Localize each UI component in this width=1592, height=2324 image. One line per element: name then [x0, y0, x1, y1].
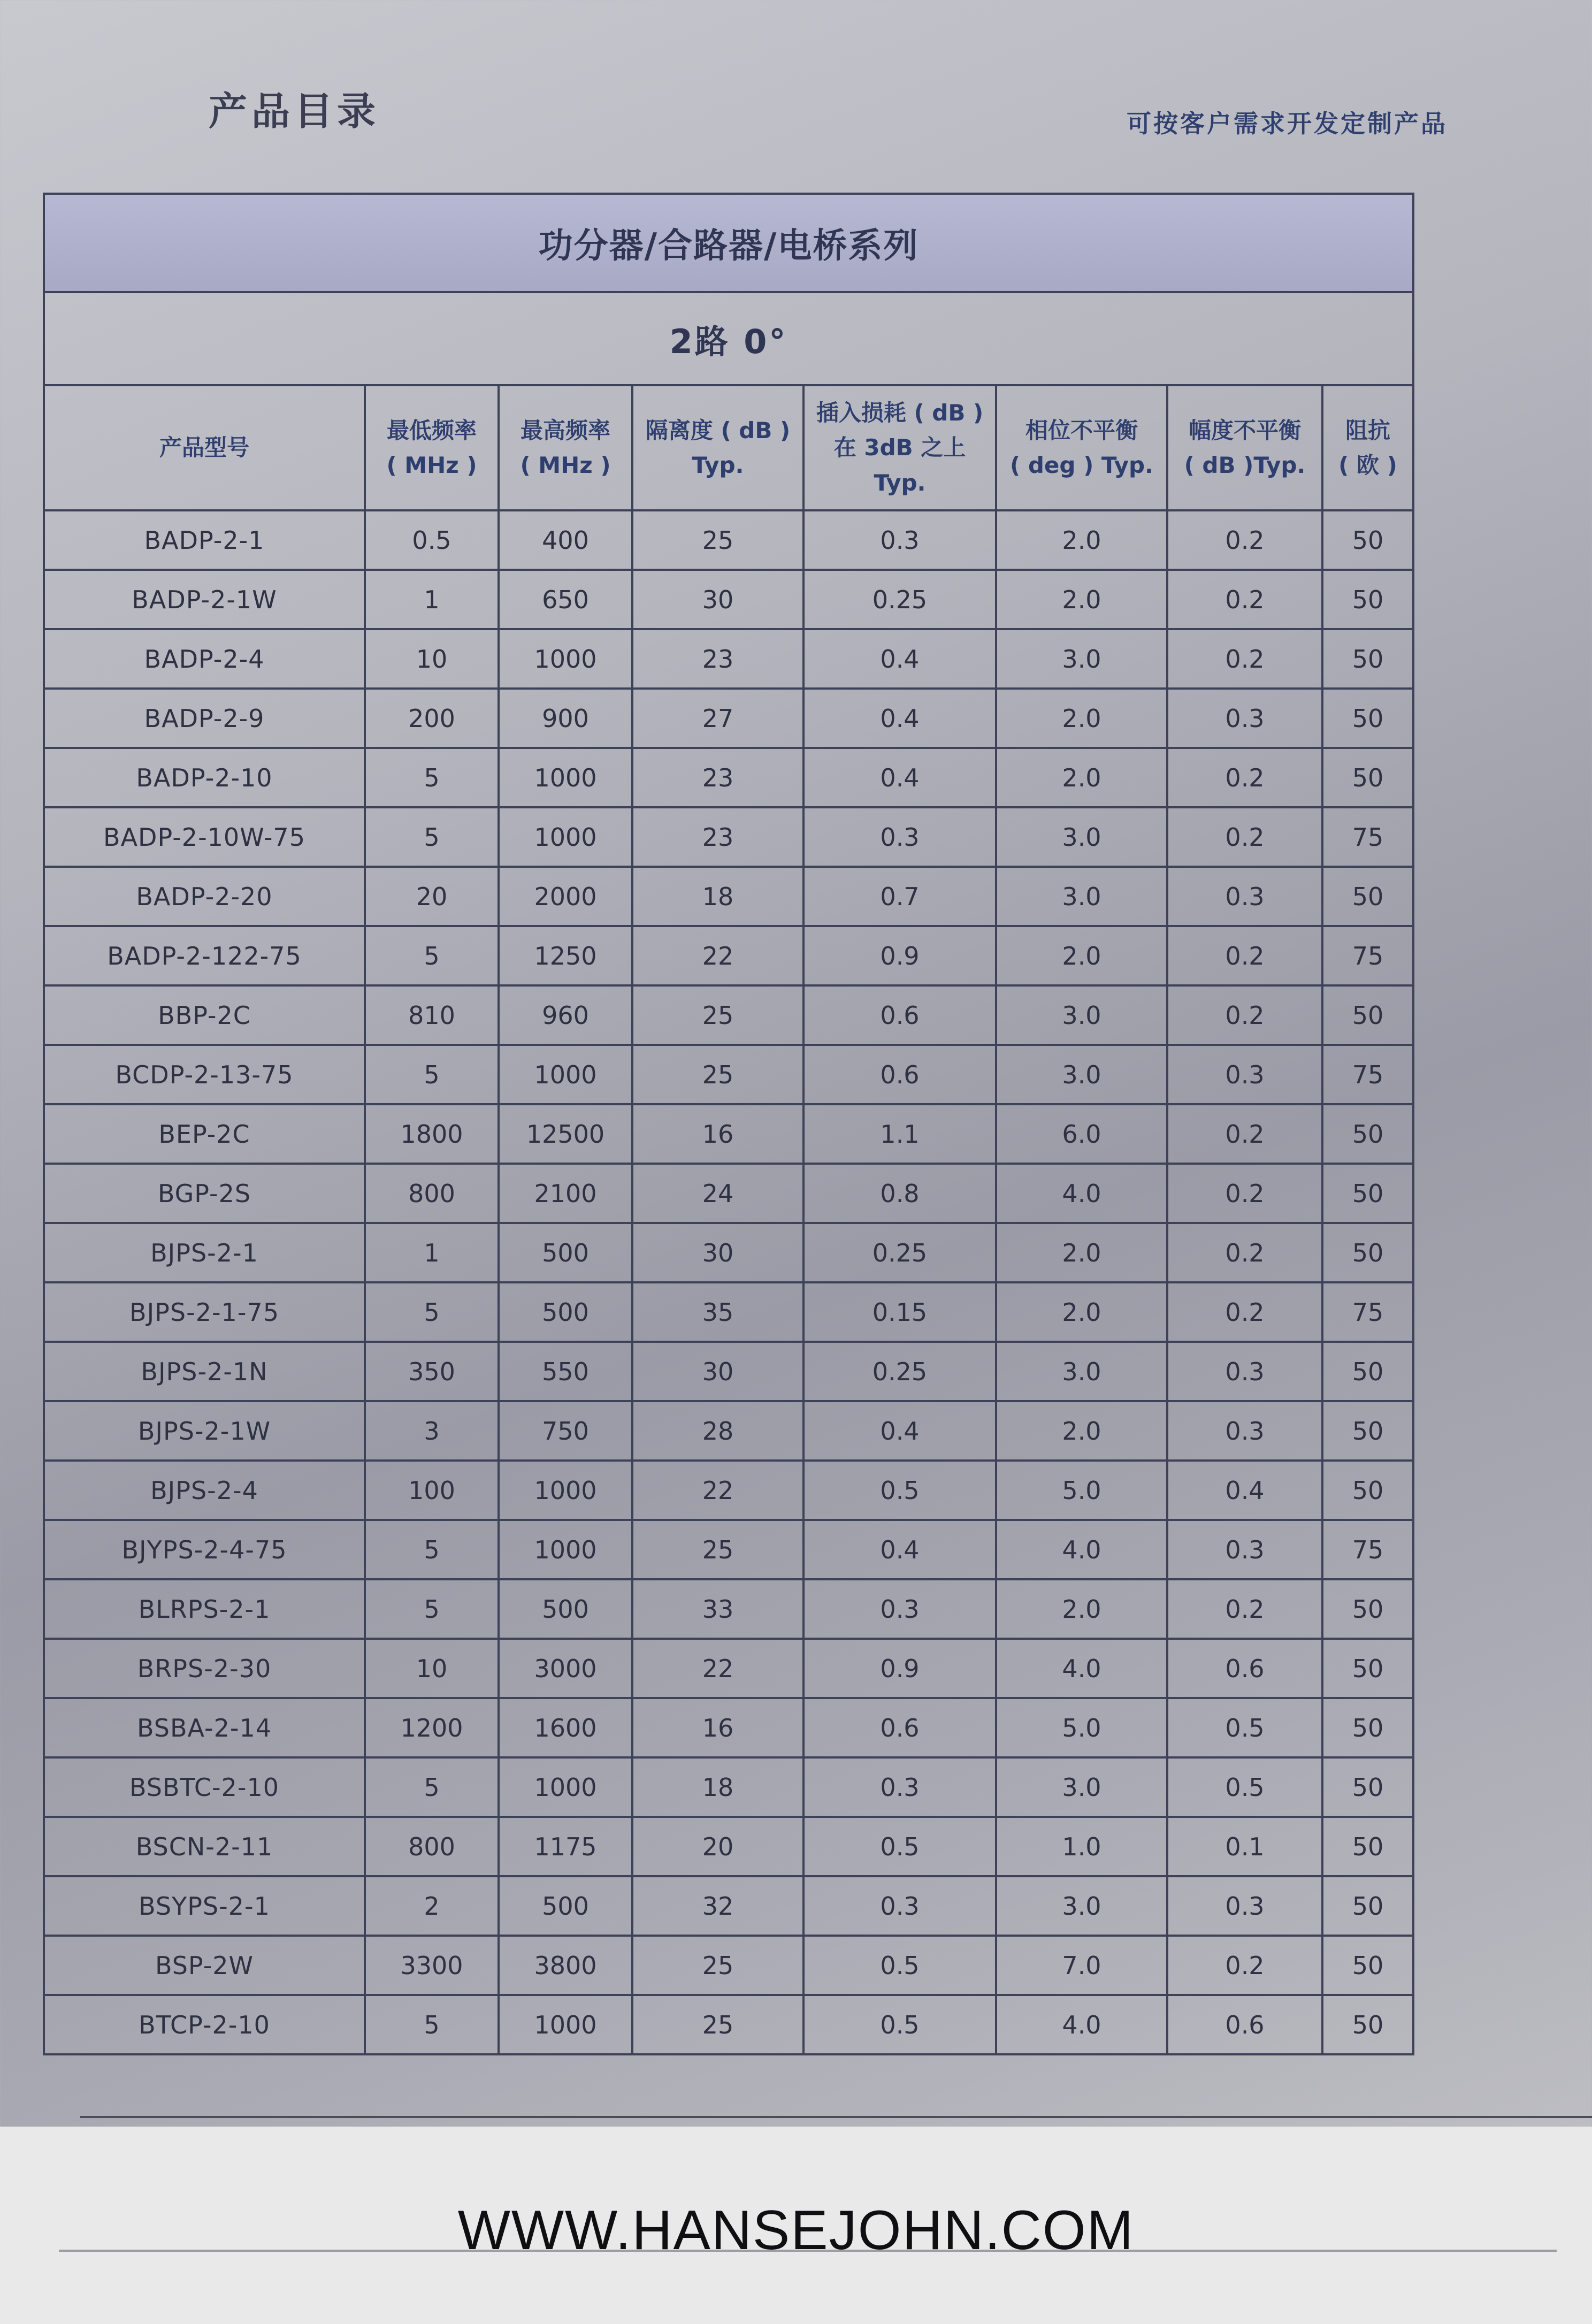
cell-max-freq: 1000 [499, 1995, 632, 2054]
product-spec-table [43, 193, 1414, 2055]
cell-min-freq: 800 [365, 1164, 499, 1223]
cell-insertion-loss: 0.4 [803, 748, 996, 807]
table-row [44, 1104, 1413, 1164]
cell-phase-unbalance: 3.0 [996, 1757, 1167, 1817]
cell-amplitude-unbalance: 0.6 [1167, 1995, 1322, 2054]
cell-impedance: 50 [1322, 689, 1413, 748]
cell-insertion-loss: 0.9 [803, 926, 996, 985]
table-row [44, 1579, 1413, 1639]
table-row [44, 1995, 1413, 2054]
cell-min-freq: 100 [365, 1461, 499, 1520]
table-body [44, 510, 1413, 2054]
cell-min-freq: 5 [365, 1045, 499, 1104]
column-header-line: ( MHz ) [520, 452, 611, 478]
cell-min-freq: 5 [365, 748, 499, 807]
cell-min-freq: 3 [365, 1401, 499, 1461]
series-title-row [44, 194, 1413, 292]
table-row [44, 570, 1413, 629]
table-row [44, 629, 1413, 689]
cell-phase-unbalance: 2.0 [996, 570, 1167, 629]
cell-impedance: 50 [1322, 748, 1413, 807]
cell-amplitude-unbalance: 0.2 [1167, 926, 1322, 985]
cell-min-freq: 350 [365, 1342, 499, 1401]
table-row [44, 1401, 1413, 1461]
cell-impedance: 50 [1322, 629, 1413, 689]
cell-insertion-loss: 0.3 [803, 807, 996, 867]
website-url: WWW.HANSEJOHN.COM [457, 2199, 1135, 2261]
cell-amplitude-unbalance: 0.3 [1167, 1401, 1322, 1461]
cell-max-freq: 1000 [499, 629, 632, 689]
cell-model: BLRPS-2-1 [44, 1579, 365, 1639]
cell-max-freq: 3000 [499, 1639, 632, 1698]
column-header-line: Typ. [692, 452, 744, 478]
cell-insertion-loss: 0.5 [803, 1817, 996, 1876]
cell-insertion-loss: 0.3 [803, 1876, 996, 1936]
cell-model: BJPS-2-1W [44, 1401, 365, 1461]
type-title-row [44, 292, 1413, 385]
cell-isolation: 23 [632, 629, 803, 689]
cell-impedance: 50 [1322, 1698, 1413, 1757]
cell-max-freq: 2100 [499, 1164, 632, 1223]
cell-amplitude-unbalance: 0.2 [1167, 1223, 1322, 1282]
cell-min-freq: 5 [365, 1282, 499, 1342]
cell-isolation: 30 [632, 1342, 803, 1401]
table-row [44, 1520, 1413, 1579]
cell-model: BSCN-2-11 [44, 1817, 365, 1876]
cell-phase-unbalance: 7.0 [996, 1936, 1167, 1995]
table-row [44, 1757, 1413, 1817]
column-header-max-freq [499, 385, 632, 510]
cell-amplitude-unbalance: 0.3 [1167, 867, 1322, 926]
cell-insertion-loss: 0.4 [803, 1401, 996, 1461]
cell-phase-unbalance: 4.0 [996, 1164, 1167, 1223]
cell-isolation: 22 [632, 1639, 803, 1698]
cell-max-freq: 550 [499, 1342, 632, 1401]
cell-amplitude-unbalance: 0.6 [1167, 1639, 1322, 1698]
cell-insertion-loss: 0.3 [803, 510, 996, 570]
cell-phase-unbalance: 4.0 [996, 1995, 1167, 2054]
table-row [44, 748, 1413, 807]
cell-insertion-loss: 0.5 [803, 1461, 996, 1520]
column-header-line: Typ. [874, 469, 926, 496]
column-header-line: ( dB )Typ. [1184, 452, 1306, 478]
cell-max-freq: 1600 [499, 1698, 632, 1757]
table-row [44, 926, 1413, 985]
cell-impedance: 75 [1322, 1282, 1413, 1342]
cell-impedance: 50 [1322, 867, 1413, 926]
cell-amplitude-unbalance: 0.3 [1167, 1520, 1322, 1579]
cell-model: BADP-2-10 [44, 748, 365, 807]
cell-isolation: 23 [632, 807, 803, 867]
cell-model: BADP-2-9 [44, 689, 365, 748]
cell-min-freq: 2 [365, 1876, 499, 1936]
cell-amplitude-unbalance: 0.2 [1167, 807, 1322, 867]
cell-max-freq: 500 [499, 1282, 632, 1342]
cell-phase-unbalance: 2.0 [996, 1579, 1167, 1639]
cell-max-freq: 1000 [499, 1520, 632, 1579]
cell-amplitude-unbalance: 0.3 [1167, 689, 1322, 748]
table-row [44, 1639, 1413, 1698]
cell-amplitude-unbalance: 0.4 [1167, 1461, 1322, 1520]
cell-isolation: 25 [632, 1520, 803, 1579]
table-head [44, 194, 1413, 510]
cell-amplitude-unbalance: 0.3 [1167, 1045, 1322, 1104]
cell-phase-unbalance: 2.0 [996, 748, 1167, 807]
cell-isolation: 35 [632, 1282, 803, 1342]
cell-model: BADP-2-1W [44, 570, 365, 629]
cell-impedance: 75 [1322, 926, 1413, 985]
cell-max-freq: 1000 [499, 1461, 632, 1520]
cell-isolation: 16 [632, 1104, 803, 1164]
cell-max-freq: 400 [499, 510, 632, 570]
cell-amplitude-unbalance: 0.2 [1167, 570, 1322, 629]
column-header-line: 最低频率 [386, 417, 477, 444]
cell-model: BADP-2-122-75 [44, 926, 365, 985]
cell-max-freq: 500 [499, 1579, 632, 1639]
cell-amplitude-unbalance: 0.2 [1167, 1104, 1322, 1164]
cell-isolation: 25 [632, 510, 803, 570]
cell-impedance: 50 [1322, 1223, 1413, 1282]
column-header-line: 产品型号 [159, 434, 249, 461]
column-header-line: 幅度不平衡 [1188, 417, 1301, 444]
cell-min-freq: 1 [365, 1223, 499, 1282]
column-header-row [44, 385, 1413, 510]
cell-amplitude-unbalance: 0.5 [1167, 1757, 1322, 1817]
cell-phase-unbalance: 3.0 [996, 629, 1167, 689]
cell-impedance: 50 [1322, 1817, 1413, 1876]
cell-model: BADP-2-10W-75 [44, 807, 365, 867]
cell-min-freq: 10 [365, 1639, 499, 1698]
cell-amplitude-unbalance: 0.2 [1167, 1936, 1322, 1995]
cell-max-freq: 2000 [499, 867, 632, 926]
table-row [44, 985, 1413, 1045]
cell-min-freq: 1200 [365, 1698, 499, 1757]
table-row [44, 1282, 1413, 1342]
cell-phase-unbalance: 3.0 [996, 867, 1167, 926]
table-row [44, 510, 1413, 570]
table-row [44, 1461, 1413, 1520]
cell-phase-unbalance: 3.0 [996, 1342, 1167, 1401]
cell-impedance: 50 [1322, 1401, 1413, 1461]
cell-model: BJPS-2-1-75 [44, 1282, 365, 1342]
type-title: 2路 0° [44, 292, 1413, 385]
cell-impedance: 50 [1322, 1876, 1413, 1936]
cell-amplitude-unbalance: 0.3 [1167, 1342, 1322, 1401]
cell-insertion-loss: 0.9 [803, 1639, 996, 1698]
cell-amplitude-unbalance: 0.1 [1167, 1817, 1322, 1876]
cell-max-freq: 900 [499, 689, 632, 748]
cell-min-freq: 10 [365, 629, 499, 689]
cell-model: BSP-2W [44, 1936, 365, 1995]
cell-phase-unbalance: 3.0 [996, 807, 1167, 867]
cell-phase-unbalance: 5.0 [996, 1698, 1167, 1757]
cell-phase-unbalance: 5.0 [996, 1461, 1167, 1520]
cell-model: BJYPS-2-4-75 [44, 1520, 365, 1579]
table-row [44, 689, 1413, 748]
cell-max-freq: 500 [499, 1876, 632, 1936]
cell-amplitude-unbalance: 0.3 [1167, 1876, 1322, 1936]
cell-insertion-loss: 0.6 [803, 1045, 996, 1104]
cell-model: BADP-2-20 [44, 867, 365, 926]
cell-model: BJPS-2-1N [44, 1342, 365, 1401]
cell-phase-unbalance: 2.0 [996, 510, 1167, 570]
cell-impedance: 50 [1322, 1104, 1413, 1164]
cell-amplitude-unbalance: 0.2 [1167, 1579, 1322, 1639]
table-row [44, 867, 1413, 926]
cell-insertion-loss: 1.1 [803, 1104, 996, 1164]
column-header-line: ( 欧 ) [1338, 452, 1397, 478]
cell-model: BRPS-2-30 [44, 1639, 365, 1698]
table-row [44, 807, 1413, 867]
cell-insertion-loss: 0.7 [803, 867, 996, 926]
cell-model: BCDP-2-13-75 [44, 1045, 365, 1104]
cell-phase-unbalance: 2.0 [996, 1223, 1167, 1282]
cell-min-freq: 5 [365, 807, 499, 867]
cell-model: BGP-2S [44, 1164, 365, 1223]
cell-insertion-loss: 0.5 [803, 1936, 996, 1995]
cell-isolation: 16 [632, 1698, 803, 1757]
cell-impedance: 50 [1322, 1579, 1413, 1639]
cell-model: BTCP-2-10 [44, 1995, 365, 2054]
cell-phase-unbalance: 3.0 [996, 1045, 1167, 1104]
cell-isolation: 22 [632, 926, 803, 985]
cell-impedance: 50 [1322, 1461, 1413, 1520]
cell-amplitude-unbalance: 0.2 [1167, 985, 1322, 1045]
cell-phase-unbalance: 6.0 [996, 1104, 1167, 1164]
cell-isolation: 30 [632, 570, 803, 629]
cell-impedance: 50 [1322, 1995, 1413, 2054]
cell-insertion-loss: 0.4 [803, 629, 996, 689]
cell-isolation: 25 [632, 1936, 803, 1995]
cell-impedance: 50 [1322, 1639, 1413, 1698]
cell-min-freq: 5 [365, 1520, 499, 1579]
cell-max-freq: 1175 [499, 1817, 632, 1876]
cell-min-freq: 810 [365, 985, 499, 1045]
cell-max-freq: 960 [499, 985, 632, 1045]
cell-min-freq: 5 [365, 1995, 499, 2054]
column-header-isolation [632, 385, 803, 510]
cell-min-freq: 5 [365, 1579, 499, 1639]
cell-isolation: 33 [632, 1579, 803, 1639]
table-row [44, 1817, 1413, 1876]
cell-isolation: 22 [632, 1461, 803, 1520]
column-header-line: ( deg ) Typ. [1010, 452, 1153, 478]
column-header-line: 最高频率 [520, 417, 610, 444]
cell-impedance: 50 [1322, 985, 1413, 1045]
cell-max-freq: 500 [499, 1223, 632, 1282]
column-header-insertion-loss [803, 385, 996, 510]
table-row [44, 1342, 1413, 1401]
column-header-line: 阻抗 [1345, 417, 1390, 444]
cell-impedance: 50 [1322, 1936, 1413, 1995]
cell-isolation: 23 [632, 748, 803, 807]
cell-max-freq: 1250 [499, 926, 632, 985]
cell-max-freq: 750 [499, 1401, 632, 1461]
cell-model: BADP-2-4 [44, 629, 365, 689]
cell-isolation: 18 [632, 1757, 803, 1817]
cell-amplitude-unbalance: 0.2 [1167, 1282, 1322, 1342]
column-header-line: 隔离度 ( dB ) [645, 417, 791, 444]
cell-model: BSBTC-2-10 [44, 1757, 365, 1817]
cell-max-freq: 650 [499, 570, 632, 629]
cell-insertion-loss: 0.3 [803, 1757, 996, 1817]
cell-amplitude-unbalance: 0.2 [1167, 748, 1322, 807]
column-header-line: 在 3dB 之上 [833, 434, 966, 461]
cell-isolation: 20 [632, 1817, 803, 1876]
cell-max-freq: 1000 [499, 748, 632, 807]
cell-min-freq: 1800 [365, 1104, 499, 1164]
column-header-line: 相位不平衡 [1025, 417, 1138, 444]
cell-phase-unbalance: 2.0 [996, 1401, 1167, 1461]
cell-model: BSYPS-2-1 [44, 1876, 365, 1936]
cell-phase-unbalance: 3.0 [996, 1876, 1167, 1936]
cell-insertion-loss: 0.15 [803, 1282, 996, 1342]
cell-model: BADP-2-1 [44, 510, 365, 570]
cell-impedance: 75 [1322, 807, 1413, 867]
cell-min-freq: 3300 [365, 1936, 499, 1995]
table-row [44, 1698, 1413, 1757]
cell-insertion-loss: 0.3 [803, 1579, 996, 1639]
cell-max-freq: 1000 [499, 1045, 632, 1104]
catalog-title: 产品目录 [209, 89, 380, 134]
column-header-impedance [1322, 385, 1413, 510]
cell-phase-unbalance: 4.0 [996, 1520, 1167, 1579]
column-header-amplitude-unbalance [1167, 385, 1322, 510]
cell-max-freq: 12500 [499, 1104, 632, 1164]
cell-insertion-loss: 0.6 [803, 985, 996, 1045]
cell-impedance: 75 [1322, 1045, 1413, 1104]
cell-min-freq: 200 [365, 689, 499, 748]
column-header-line: ( MHz ) [386, 452, 477, 478]
cell-isolation: 27 [632, 689, 803, 748]
cell-isolation: 32 [632, 1876, 803, 1936]
cell-min-freq: 0.5 [365, 510, 499, 570]
cell-insertion-loss: 0.8 [803, 1164, 996, 1223]
cell-phase-unbalance: 2.0 [996, 689, 1167, 748]
cell-insertion-loss: 0.25 [803, 1342, 996, 1401]
cell-model: BBP-2C [44, 985, 365, 1045]
cell-amplitude-unbalance: 0.2 [1167, 1164, 1322, 1223]
cell-phase-unbalance: 1.0 [996, 1817, 1167, 1876]
cell-isolation: 25 [632, 1995, 803, 2054]
cell-min-freq: 5 [365, 926, 499, 985]
cell-amplitude-unbalance: 0.5 [1167, 1698, 1322, 1757]
cell-min-freq: 800 [365, 1817, 499, 1876]
cell-phase-unbalance: 2.0 [996, 1282, 1167, 1342]
cell-isolation: 24 [632, 1164, 803, 1223]
cell-phase-unbalance: 2.0 [996, 926, 1167, 985]
series-title: 功分器/合路器/电桥系列 [44, 194, 1413, 292]
cell-insertion-loss: 0.25 [803, 570, 996, 629]
cell-isolation: 30 [632, 1223, 803, 1282]
cell-phase-unbalance: 4.0 [996, 1639, 1167, 1698]
cell-isolation: 25 [632, 1045, 803, 1104]
table-row [44, 1876, 1413, 1936]
custom-product-slogan: 可按客户需求开发定制产品 [1127, 109, 1448, 138]
cell-impedance: 50 [1322, 1757, 1413, 1817]
cell-min-freq: 20 [365, 867, 499, 926]
cell-amplitude-unbalance: 0.2 [1167, 629, 1322, 689]
column-header-model [44, 385, 365, 510]
cell-model: BJPS-2-4 [44, 1461, 365, 1520]
cell-insertion-loss: 0.4 [803, 1520, 996, 1579]
table-row [44, 1223, 1413, 1282]
cell-model: BEP-2C [44, 1104, 365, 1164]
cell-insertion-loss: 0.6 [803, 1698, 996, 1757]
cell-max-freq: 1000 [499, 1757, 632, 1817]
cell-insertion-loss: 0.4 [803, 689, 996, 748]
cell-impedance: 50 [1322, 1342, 1413, 1401]
cell-insertion-loss: 0.5 [803, 1995, 996, 2054]
column-header-min-freq [365, 385, 499, 510]
cell-amplitude-unbalance: 0.2 [1167, 510, 1322, 570]
cell-phase-unbalance: 3.0 [996, 985, 1167, 1045]
footer-divider-top [80, 2116, 1592, 2118]
cell-insertion-loss: 0.25 [803, 1223, 996, 1282]
cell-model: BSBA-2-14 [44, 1698, 365, 1757]
cell-min-freq: 5 [365, 1757, 499, 1817]
cell-impedance: 50 [1322, 1164, 1413, 1223]
table-row [44, 1936, 1413, 1995]
cell-max-freq: 1000 [499, 807, 632, 867]
column-header-line: 插入损耗 ( dB ) [816, 400, 984, 426]
product-table-container [43, 193, 1412, 2055]
table-row [44, 1164, 1413, 1223]
cell-min-freq: 1 [365, 570, 499, 629]
cell-isolation: 25 [632, 985, 803, 1045]
cell-impedance: 75 [1322, 1520, 1413, 1579]
column-header-phase-unbalance [996, 385, 1167, 510]
cell-model: BJPS-2-1 [44, 1223, 365, 1282]
table-row [44, 1045, 1413, 1104]
cell-max-freq: 3800 [499, 1936, 632, 1995]
cell-isolation: 18 [632, 867, 803, 926]
cell-impedance: 50 [1322, 570, 1413, 629]
cell-isolation: 28 [632, 1401, 803, 1461]
cell-impedance: 50 [1322, 510, 1413, 570]
